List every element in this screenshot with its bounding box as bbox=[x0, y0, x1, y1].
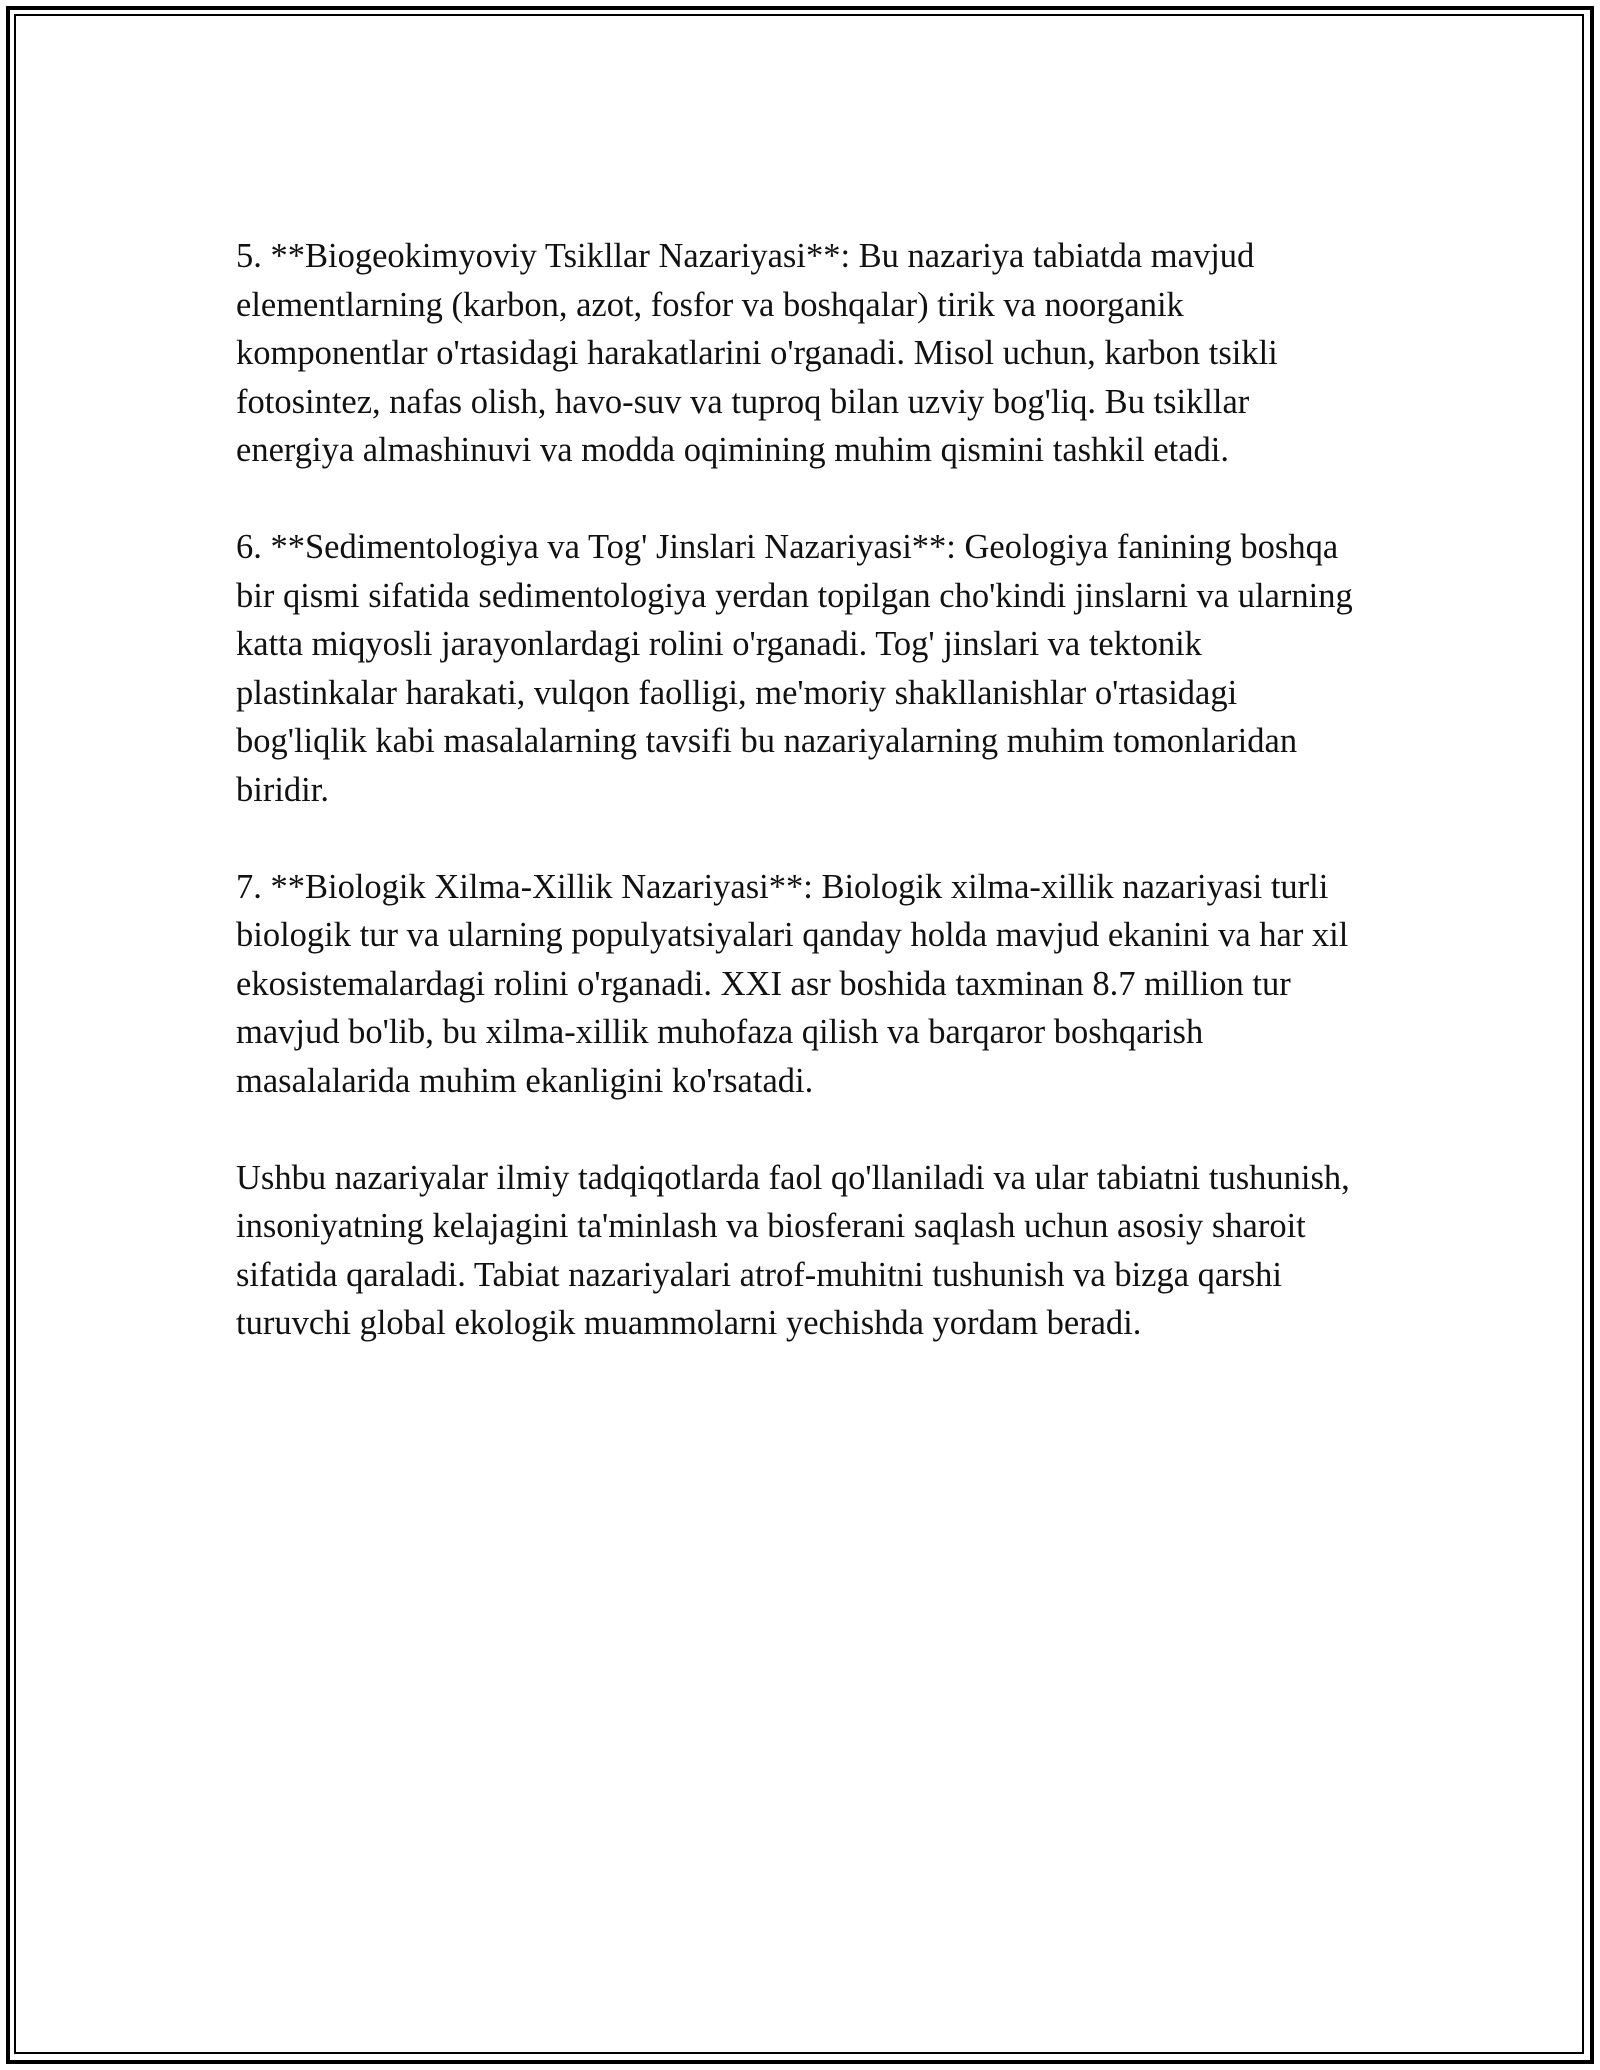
paragraph-conclusion: Ushbu nazariyalar ilmiy tadqiqotlarda faol qo'llaniladi va ular tabiatni tushunish, insoniyatning kelajagini ta'minlash va biosferani saqlash uchun asosiy sharoit sifatida qaraladi. Tabiat nazariyalari atrof-muhitni tushunish va bizga qarshi turuvchi global ekologik muammolarni yechishda yordam beradi. bbox=[236, 1158, 1350, 1342]
paragraph-sedimentology: 6. **Sedimentologiya va Tog' Jinslari Nazariyasi**: Geologiya fanining boshqa bir qismi sifatida sedimentologiya yerdan topilgan cho'kindi jinslarni va ularning katta miqyosli jarayonlardagi rolini o'rganadi. Tog' jinslari va tektonik plastinkalar harakati, vulqon faolligi, me'moriy shakllanishlar o'rtasidagi bog'liqlik kabi masalalarning tavsifi bu nazariyalarning muhim tomonlaridan biridir. bbox=[236, 528, 1353, 809]
paragraph-biogeochemical-cycles: 5. **Biogeokimyoviy Tsikllar Nazariyasi**: Bu nazariya tabiatda mavjud elementlarning (karbon, azot, fosfor va boshqalar) tirik va noorganik komponentlar o'rtasidagi harakatlarini o'rganadi. Misol uchun, karbon tsikli fotosintez, nafas olish, havo-suv va tuproq bilan uzviy bog'liq. Bu tsikllar energiya almashinuvi va modda oqimining muhim qismini tashkil etadi. bbox=[236, 237, 1278, 469]
document-body bbox=[236, 232, 1366, 1396]
paragraph-biodiversity: 7. **Biologik Xilma-Xillik Nazariyasi**: Biologik xilma-xillik nazariyasi turli biologik tur va ularning populyatsiyalari qanday holda mavjud ekanini va har xil ekosistemalardagi rolini o'rganadi. XXI asr boshida taxminan 8.7 million tur mavjud bo'lib, bu xilma-xillik muhofaza qilish va barqaror boshqarish masalalarida muhim ekanligini ko'rsatadi. bbox=[236, 867, 1349, 1100]
